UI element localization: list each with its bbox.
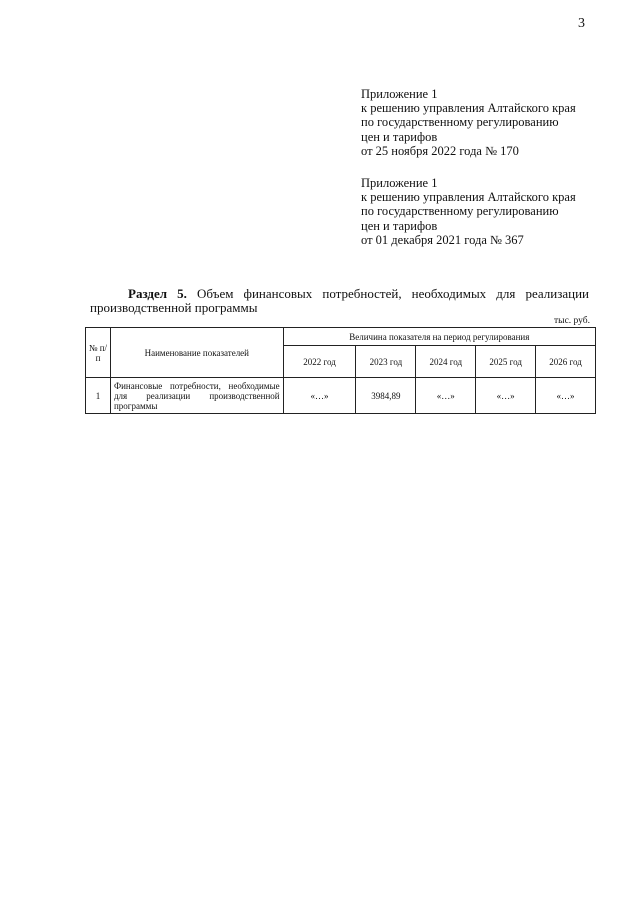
value-cell: «…»	[416, 378, 476, 414]
table-row	[86, 378, 596, 414]
annex-line: цен и тарифов	[361, 218, 438, 233]
col-header-num: № п/п	[86, 328, 111, 378]
value-cell: «…»	[536, 378, 596, 414]
row-name: Финансовые потребности, необходимые для реализации производственной программы	[110, 378, 283, 414]
annex-line: к решению управления Алтайского края	[361, 101, 576, 116]
section-label: Раздел 5.	[128, 286, 187, 301]
year-header: 2023 год	[356, 346, 416, 378]
year-header: 2024 год	[416, 346, 476, 378]
section-title	[90, 287, 589, 315]
page-number: 3	[578, 16, 585, 31]
annex-line: по государственному регулированию	[361, 204, 559, 219]
row-number: 1	[86, 378, 111, 414]
year-header: 2022 год	[283, 346, 356, 378]
annex-line: к решению управления Алтайского края	[361, 190, 576, 205]
col-header-name: Наименование показателей	[110, 328, 283, 378]
annex-line: Приложение 1	[361, 176, 438, 190]
annex-line: Приложение 1	[361, 87, 438, 101]
year-header: 2026 год	[536, 346, 596, 378]
annex-line: цен и тарифов	[361, 129, 438, 144]
value-cell: 3984,89	[356, 378, 416, 414]
year-header: 2025 год	[476, 346, 536, 378]
section-title-line2: производственной программы	[90, 300, 258, 315]
section-title-text: Объем финансовых потребностей, необходимых для реализации	[197, 286, 590, 301]
financial-needs-table	[85, 327, 596, 414]
section-title-line1	[90, 287, 589, 301]
value-cell: «…»	[283, 378, 356, 414]
units-label: тыс. руб.	[554, 316, 590, 326]
annex-line: по государственному регулированию	[361, 115, 559, 130]
period-header: Величина показателя на период регулирования	[283, 328, 595, 346]
annex-line: от 25 ноября 2022 года № 170	[361, 143, 519, 158]
annex-line: от 01 декабря 2021 года № 367	[361, 232, 524, 247]
annex-header-current	[361, 87, 576, 158]
value-cell: «…»	[476, 378, 536, 414]
annex-header-original	[361, 176, 576, 247]
